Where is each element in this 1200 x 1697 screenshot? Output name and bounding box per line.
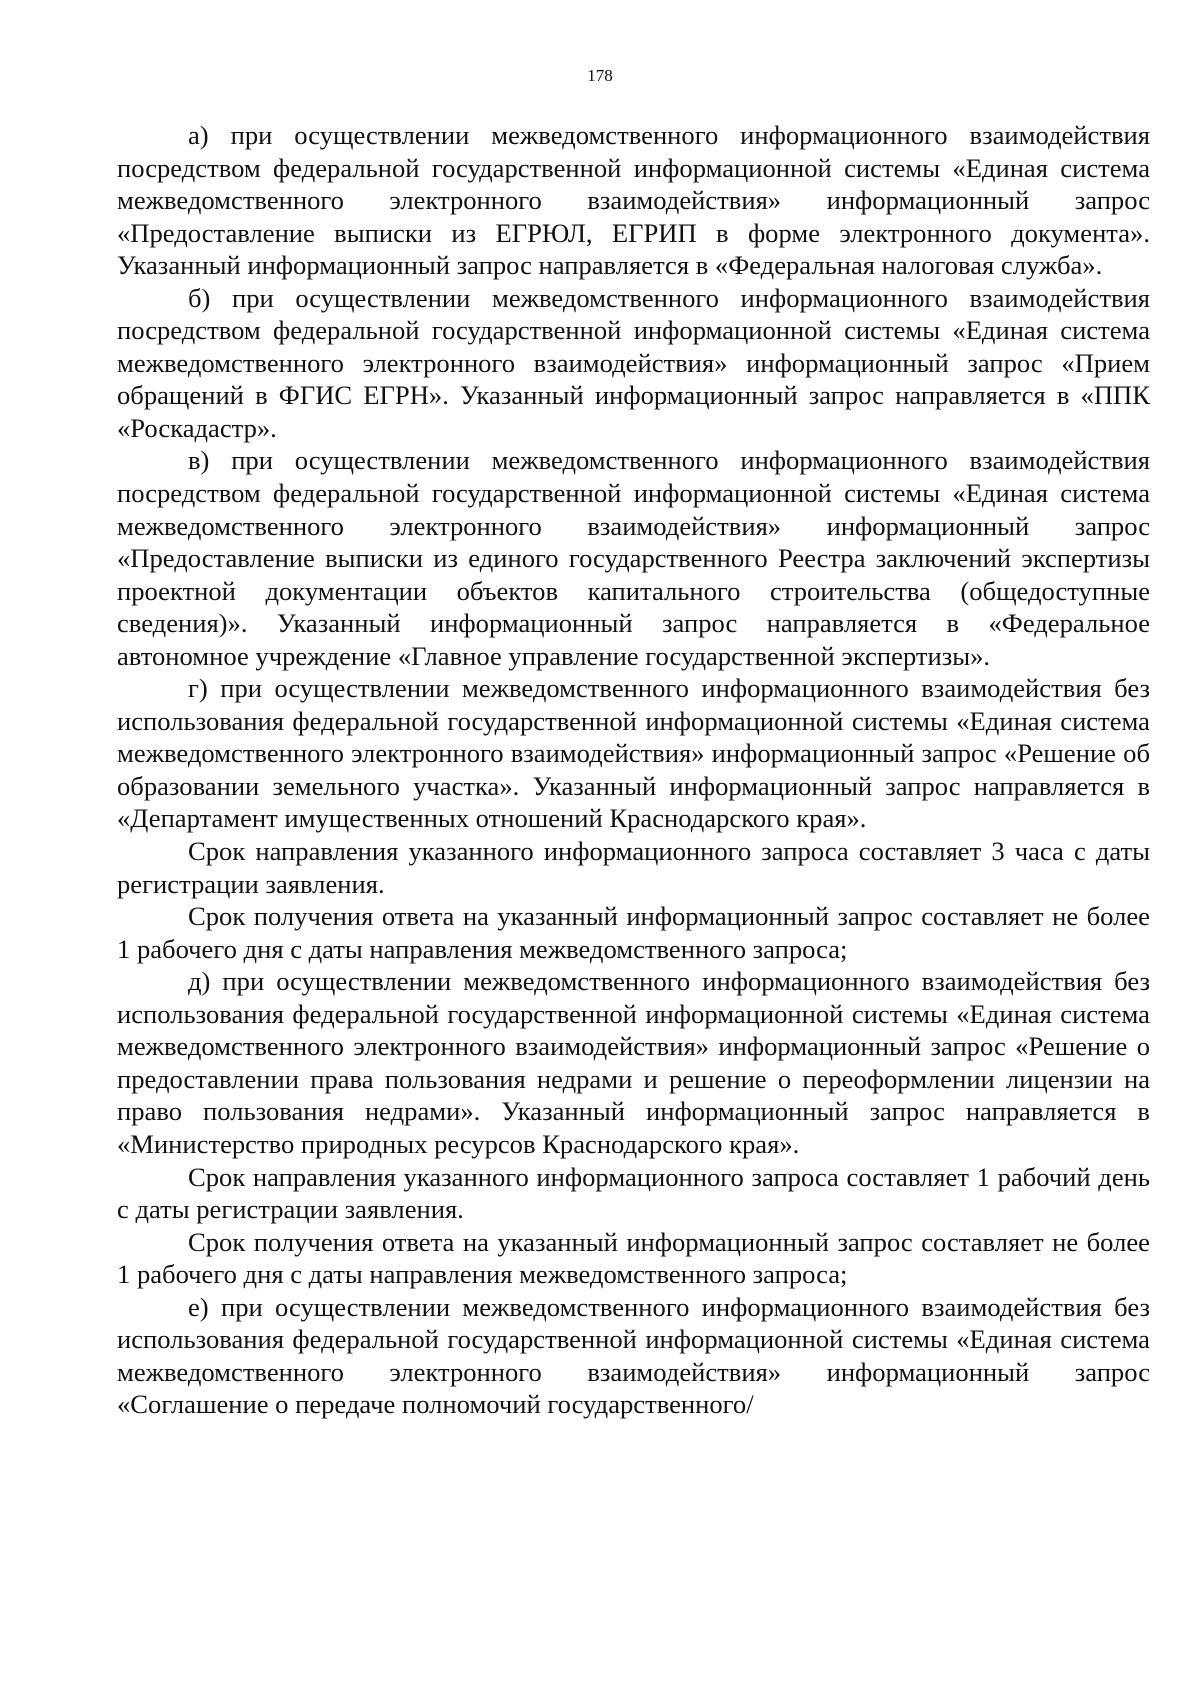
paragraph-deadline-send-3-hours: Срок направления указанного информационного запроса составляет 3 часа с даты регистрации заявления.: [117, 836, 1150, 899]
paragraph-e: е) при осуществлении межведомственного информационного взаимодействия без использования федеральной государственной информационной системы «Единая система межведомственного электронного взаимодействия» информационный запрос «Соглашение о передаче полномочий государственного/: [117, 1291, 1150, 1420]
paragraph-a: а) при осуществлении межведомственного информационного взаимодействия посредством федеральной государственной информационной системы «Единая система межведомственного электронного взаимодействия» информационный запрос «Предоставление выписки из ЕГРЮЛ, ЕГРИП в форме электронного документа». Указанный информационный запрос направляется в «Федеральная налоговая служба».: [117, 120, 1150, 281]
paragraph-deadline-response-1: Срок получения ответа на указанный информационный запрос составляет не более 1 рабочего дня с даты направления межведомственного запроса;: [117, 901, 1150, 964]
paragraph-deadline-send-1-day: Срок направления указанного информационного запроса составляет 1 рабочий день с даты регистрации заявления.: [117, 1161, 1150, 1225]
paragraph-b: б) при осуществлении межведомственного информационного взаимодействия посредством федеральной государственной информационной системы «Единая система межведомственного электронного взаимодействия» информационный запрос «Прием обращений в ФГИС ЕГРН». Указанный информационный запрос направляется в «ППК «Роскадастр».: [117, 282, 1150, 443]
paragraph-g: г) при осуществлении межведомственного информационного взаимодействия без использования федеральной государственной информационной системы «Единая система межведомственного электронного взаимодействия» информационный запрос «Решение об образовании земельного участка». Указанный информационный запрос направляется в «Департамент имущественных отношений Краснодарского края».: [117, 673, 1150, 834]
page-number: 178: [587, 66, 613, 85]
paragraph-deadline-response-2: Срок получения ответа на указанный информационный запрос составляет не более 1 рабочего дня с даты направления межведомственного запроса;: [117, 1226, 1150, 1290]
paragraph-d: д) при осуществлении межведомственного информационного взаимодействия без использования федеральной государственной информационной системы «Единая система межведомственного электронного взаимодействия» информационный запрос «Решение о предоставлении права пользования недрами и решение о переоформлении лицензии на право пользования недрами». Указанный информационный запрос направляется в «Министерство природных ресурсов Краснодарского края».: [117, 966, 1150, 1159]
document-body: [117, 119, 1150, 1421]
paragraph-v: в) при осуществлении межведомственного информационного взаимодействия посредством федеральной государственной информационной системы «Единая система межведомственного электронного взаимодействия» информационный запрос «Предоставление выписки из единого государственного Реестра заключений экспертизы проектной документации объектов капитального строительства (общедоступные сведения)». Указанный информационный запрос направляется в «Федеральное автономное учреждение «Главное управление государственной экспертизы».: [117, 445, 1150, 671]
